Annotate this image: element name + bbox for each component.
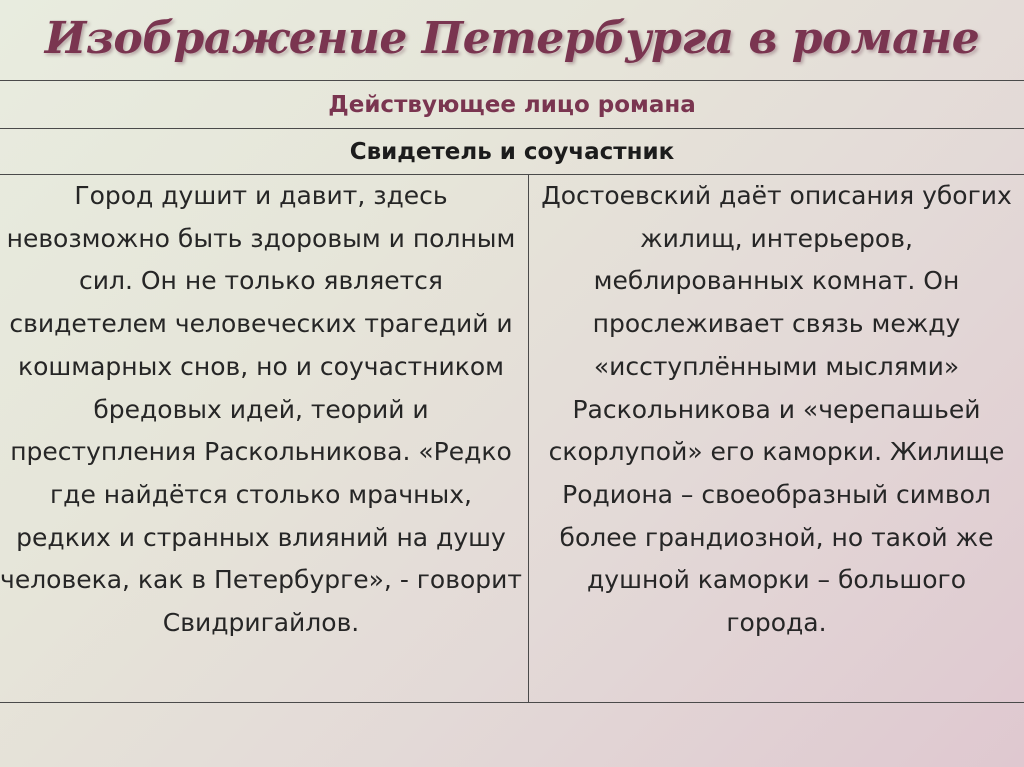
table-subheader-row: [0, 129, 1024, 175]
table-body-row: [0, 175, 1024, 703]
table-cell-right: Достоевский даёт описания убогих жилищ, интерьеров, меблированных комнат. Он прослеживает связь между «исступлёнными мыслями» Раскольникова и «черепашьей скорлупой» его каморки. Жилище Родиона – своеобразный символ более грандиозной, но такой же душной каморки – большого города.: [541, 181, 1012, 638]
table-header-row: [0, 81, 1024, 129]
table-cell-left: Город душит и давит, здесь невозможно быть здоровым и полным сил. Он не только является свидетелем человеческих трагедий и кошмарных снов, но и соучастником бредовых идей, теорий и преступления Раскольникова. «Редко где найдётся столько мрачных, редких и странных влияний на душу человека, как в Петербурге», - говорит Свидригайлов.: [0, 175, 529, 702]
content-table: [0, 80, 1024, 703]
slide-title: Изображение Петербурга в романе: [44, 13, 980, 64]
header-label-character: Действующее лицо романа: [328, 92, 696, 118]
subheader-label-witness: Свидетель и соучастник: [349, 139, 675, 165]
